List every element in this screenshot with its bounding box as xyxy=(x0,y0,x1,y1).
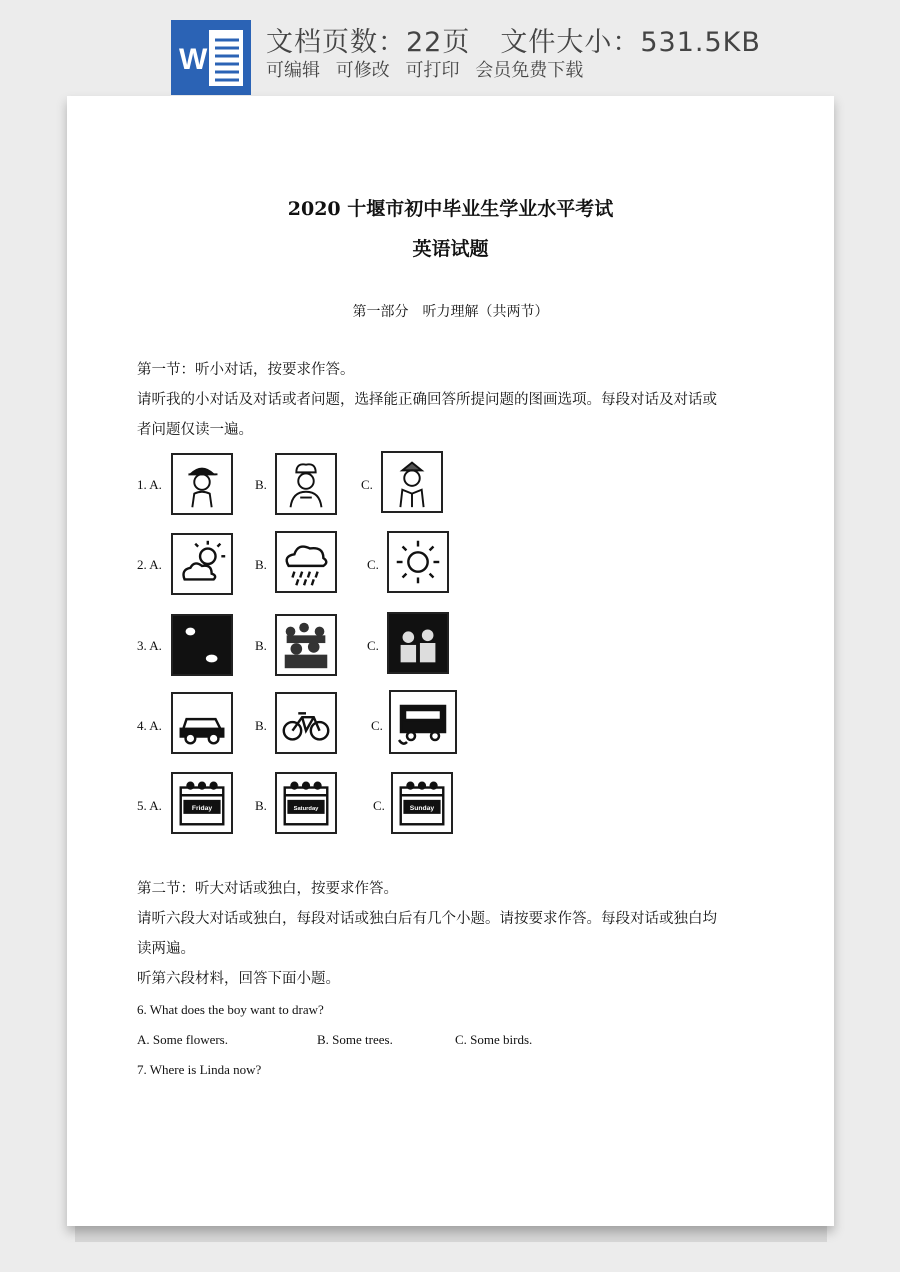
q6-option-a: A. Some flowers. xyxy=(137,1032,228,1047)
permission-modifiable: 可修改 xyxy=(335,60,390,81)
section2-instruction-line1: 请听六段大对话或独白，每段对话或独白后有几个小题。请按要求作答。每段对话或独白均 xyxy=(137,911,717,927)
exam-title: 2020 十堰市初中毕业生学业水平考试 xyxy=(287,198,614,220)
calendar-word: Saturday xyxy=(293,805,319,812)
portrait-photo-icon xyxy=(387,612,449,674)
question-6: 6. What does the boy want to draw? xyxy=(137,1002,324,1017)
calendar-icon xyxy=(275,772,337,834)
permission-editable: 可编辑 xyxy=(266,60,320,81)
file-size: 文件大小：531.5KB xyxy=(500,27,761,58)
rain-cloud-icon xyxy=(275,531,337,593)
permission-list xyxy=(266,56,593,82)
crowd-icon xyxy=(275,614,337,676)
option-c-label: C. xyxy=(371,718,383,733)
part-heading: 第一部分 听力理解（共两节） xyxy=(352,304,549,320)
calendar-word: Sunday xyxy=(409,804,435,812)
document-page xyxy=(67,96,834,1226)
section2-heading: 第二节：听大对话或独白，按要求作答。 xyxy=(137,881,398,897)
question-number: 3. A. xyxy=(137,638,162,653)
word-document-icon xyxy=(171,20,251,95)
option-c-label: C. xyxy=(361,477,373,492)
picture-question-3 xyxy=(137,612,537,682)
question-7: 7. Where is Linda now? xyxy=(137,1062,262,1077)
page-count: 文档页数：22页 xyxy=(266,27,471,58)
sun-icon xyxy=(387,531,449,593)
bicycle-icon xyxy=(275,692,337,754)
question-number: 4. A. xyxy=(137,718,162,733)
option-c-label: C. xyxy=(367,557,379,572)
partly-cloudy-icon xyxy=(171,533,233,595)
calendar-icon xyxy=(391,772,453,834)
picture-question-5 xyxy=(137,772,537,842)
calendar-word: Friday xyxy=(191,804,213,812)
option-b-label: B. xyxy=(255,798,267,813)
question-number: 5. A. xyxy=(137,798,162,813)
member-free-download[interactable]: 会员免费下载 xyxy=(475,60,584,81)
q6-option-b: B. Some trees. xyxy=(317,1032,393,1047)
section1-heading: 第一节：听小对话，按要求作答。 xyxy=(137,362,355,378)
option-b-label: B. xyxy=(255,557,267,572)
section1-instruction-line2: 者问题仅读一遍。 xyxy=(137,422,253,438)
exam-subtitle: 英语试题 xyxy=(412,238,489,260)
q6-option-c: C. Some birds. xyxy=(455,1032,533,1047)
material-line: 听第六段材料，回答下面小题。 xyxy=(137,971,340,987)
section1-instruction-line1: 请听我的小对话及对话或者问题，选择能正确回答所提问题的图画选项。每段对话及对话或 xyxy=(137,392,717,408)
option-b-label: B. xyxy=(255,477,267,492)
boy-cap-icon xyxy=(171,453,233,515)
question-number: 1. A. xyxy=(137,477,162,492)
permission-printable: 可打印 xyxy=(405,60,460,81)
option-b-label: B. xyxy=(255,638,267,653)
option-b-label: B. xyxy=(255,718,267,733)
chef-icon xyxy=(275,453,337,515)
picture-question-4 xyxy=(137,692,537,762)
svg-text:W: W xyxy=(179,43,208,76)
picture-question-2 xyxy=(137,531,537,601)
page-shadow xyxy=(75,1226,827,1242)
option-c-label: C. xyxy=(367,638,379,653)
calendar-icon xyxy=(171,772,233,834)
picture-question-1 xyxy=(137,451,537,521)
section2-instruction-line2: 读两遍。 xyxy=(137,941,195,957)
night-scene-icon xyxy=(171,614,233,676)
police-officer-icon xyxy=(381,451,443,513)
bus-icon xyxy=(389,690,457,754)
question-number: 2. A. xyxy=(137,557,162,572)
car-icon xyxy=(171,692,233,754)
download-banner xyxy=(0,0,900,96)
file-stats xyxy=(266,20,761,59)
option-c-label: C. xyxy=(373,798,385,813)
